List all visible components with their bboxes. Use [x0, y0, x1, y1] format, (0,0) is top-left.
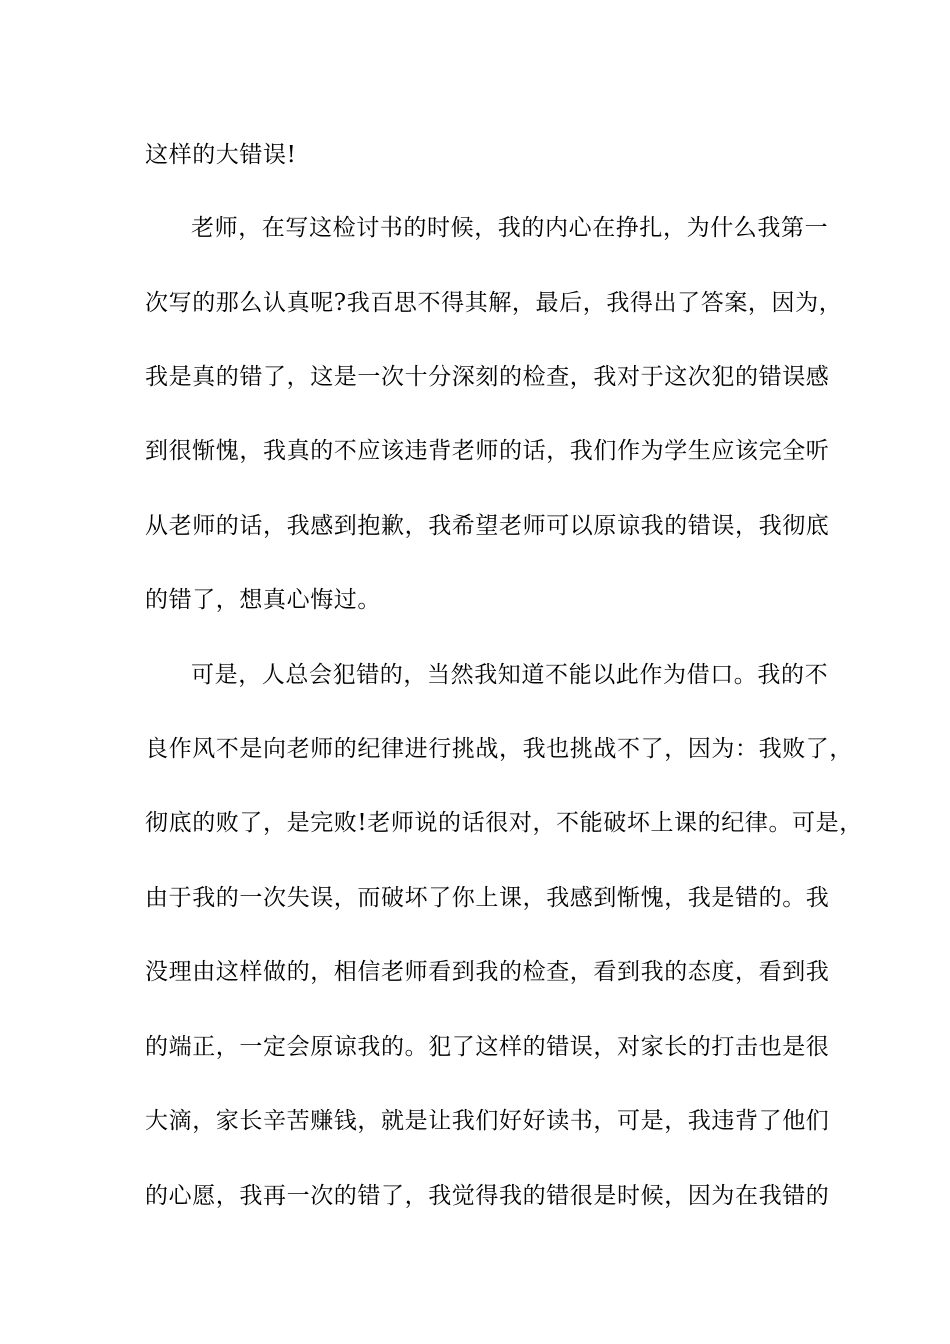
text-line: 彻底的败了，是完败!老师说的话很对，不能破坏上课的纪律。可是， [145, 810, 863, 836]
text-line: 老师，在写这检讨书的时候，我的内心在挣扎，为什么我第一 [191, 215, 829, 241]
text-line: 大滴，家长辛苦赚钱，就是让我们好好读书，可是，我违背了他们 [145, 1108, 830, 1134]
text-line: 良作风不是向老师的纪律进行挑战，我也挑战不了，因为：我败了， [145, 736, 853, 762]
text-line: 我是真的错了，这是一次十分深刻的检查，我对于这次犯的错误感 [145, 364, 830, 390]
text-line: 的心愿，我再一次的错了，我觉得我的错很是时候，因为在我错的 [145, 1183, 830, 1209]
text-line: 从老师的话，我感到抱歉，我希望老师可以原谅我的错误，我彻底 [145, 513, 830, 539]
text-line: 的端正，一定会原谅我的。犯了这样的错误，对家长的打击也是很 [145, 1034, 830, 1060]
text-line: 这样的大错误! [145, 142, 297, 168]
text-line: 没理由这样做的，相信老师看到我的检查，看到我的态度，看到我 [145, 959, 830, 985]
text-line: 次写的那么认真呢?我百思不得其解，最后，我得出了答案，因为， [145, 290, 843, 316]
text-line: 的错了，想真心悔过。 [145, 587, 381, 613]
text-line: 到很惭愧，我真的不应该违背老师的话，我们作为学生应该完全听 [145, 438, 830, 464]
text-line: 由于我的一次失误，而破坏了你上课，我感到惭愧，我是错的。我 [145, 885, 830, 911]
text-line: 可是，人总会犯错的，当然我知道不能以此作为借口。我的不 [191, 662, 829, 688]
